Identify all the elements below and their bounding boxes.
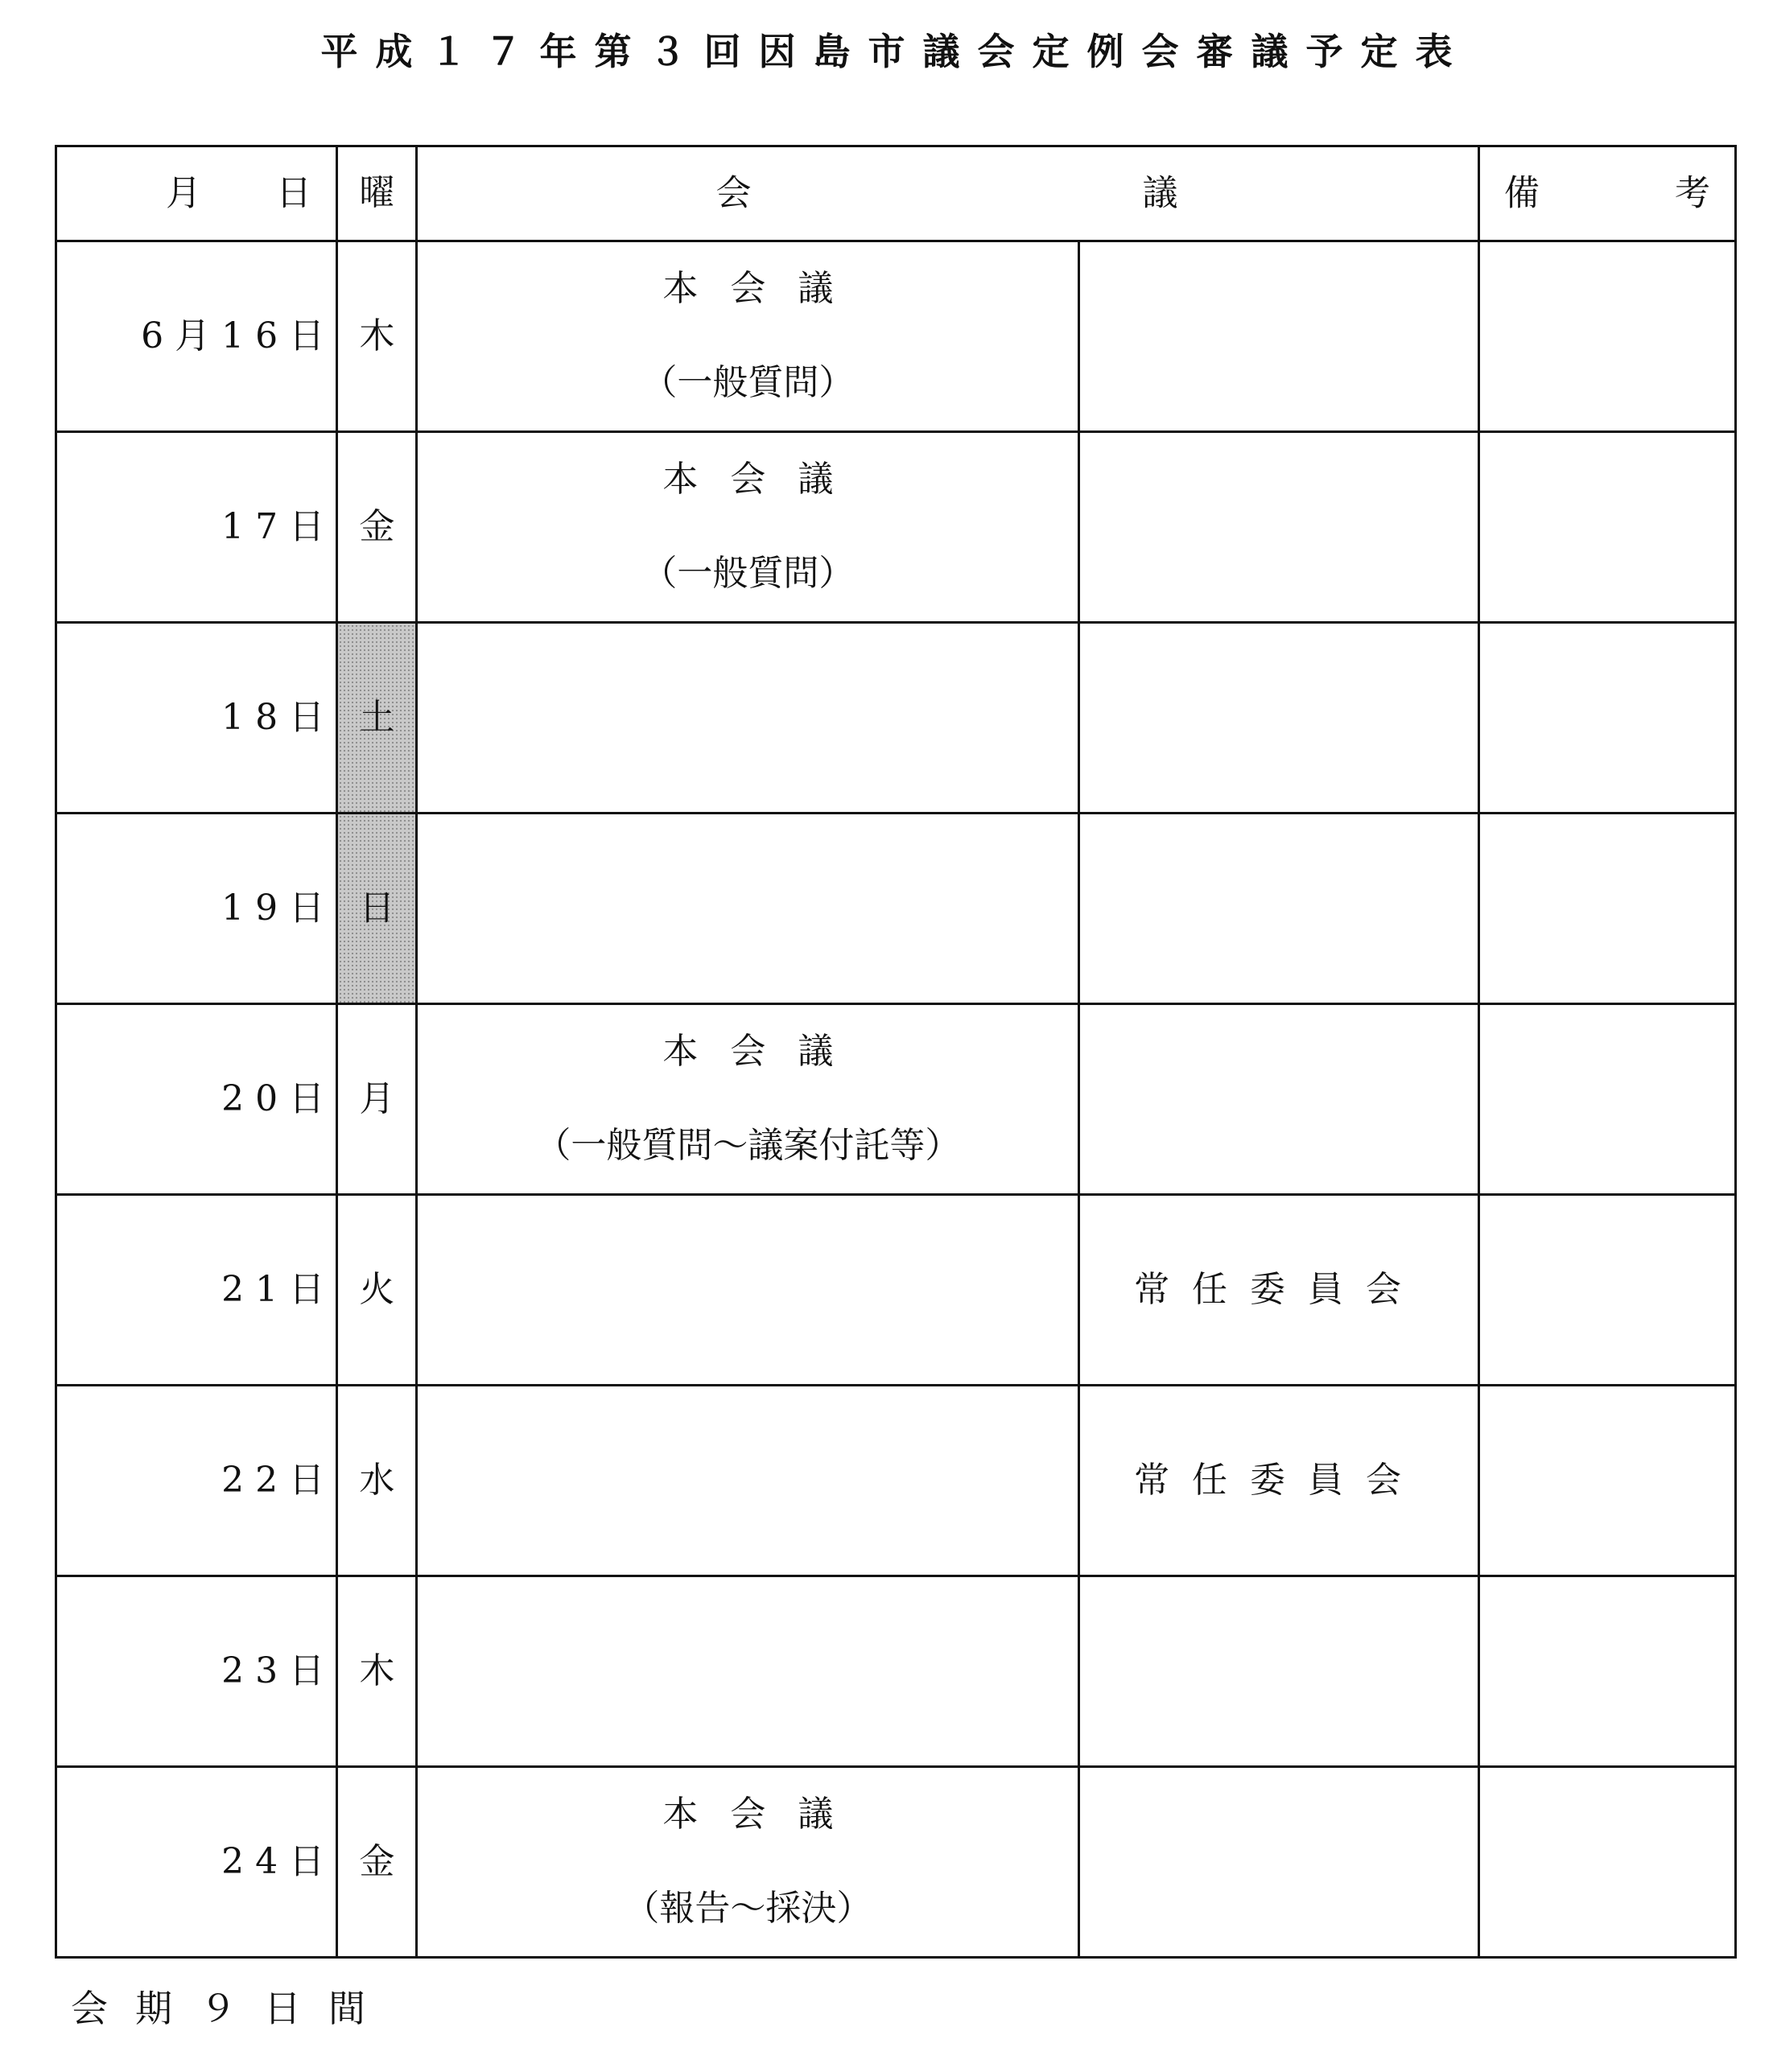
header-month-label: 月 <box>166 172 201 214</box>
header-remarks-left-label: 備 <box>1503 172 1540 214</box>
document-title: 平成１７年第３回因島市議会定例会審議予定表 <box>320 30 1470 73</box>
committee-cell <box>1079 1767 1479 1958</box>
weekday-cell: 金 <box>337 1767 417 1958</box>
table-row <box>56 1004 1736 1195</box>
table-row <box>56 814 1736 1004</box>
table-row <box>56 1195 1736 1386</box>
date-cell: 22日 <box>56 1386 337 1576</box>
committee-cell <box>1079 814 1479 1004</box>
date-cell: 6月16日 <box>56 241 337 432</box>
remarks-cell <box>1478 432 1735 623</box>
remarks-cell <box>1478 1576 1735 1767</box>
table-row <box>56 241 1736 432</box>
date-cell: 19日 <box>56 814 337 1004</box>
plenary-session-label: 本会議 <box>662 459 866 500</box>
plenary-cell <box>417 623 1079 814</box>
date-cell: 21日 <box>56 1195 337 1386</box>
plenary-cell <box>417 1767 1079 1958</box>
date-cell: 24日 <box>56 1767 337 1958</box>
plenary-agenda-label: （一般質問～議案付託等） <box>535 1125 961 1166</box>
session-length-note: 会期９日間 <box>71 1987 393 2030</box>
weekday-cell: 木 <box>337 1576 417 1767</box>
plenary-cell <box>417 432 1079 623</box>
committee-cell: 常任委員会 <box>1079 1386 1479 1576</box>
remarks-cell <box>1478 241 1735 432</box>
table-row <box>56 1767 1736 1958</box>
remarks-cell <box>1478 623 1735 814</box>
table-header-row <box>56 146 1736 241</box>
header-remarks <box>1478 146 1735 241</box>
date-cell: 23日 <box>56 1576 337 1767</box>
weekday-cell: 水 <box>337 1386 417 1576</box>
plenary-agenda-label: （一般質問） <box>641 553 855 594</box>
committee-cell <box>1079 241 1479 432</box>
remarks-cell <box>1478 1195 1735 1386</box>
table-row <box>56 1576 1736 1767</box>
header-meeting <box>417 146 1478 241</box>
remarks-cell <box>1478 1767 1735 1958</box>
plenary-cell <box>417 1195 1079 1386</box>
date-cell: 18日 <box>56 623 337 814</box>
plenary-agenda-label: （一般質問） <box>641 362 855 403</box>
plenary-session-label: 本会議 <box>662 268 866 310</box>
committee-cell <box>1079 1004 1479 1195</box>
table-row <box>56 432 1736 623</box>
committee-cell <box>1079 623 1479 814</box>
date-cell: 17日 <box>56 432 337 623</box>
plenary-cell <box>417 814 1079 1004</box>
remarks-cell <box>1478 1386 1735 1576</box>
remarks-cell <box>1478 1004 1735 1195</box>
remarks-cell <box>1478 814 1735 1004</box>
plenary-session-label: 本会議 <box>662 1031 866 1073</box>
weekday-cell: 日 <box>337 814 417 1004</box>
table-row <box>56 1386 1736 1576</box>
plenary-session-label: 本会議 <box>662 1794 866 1835</box>
weekday-cell: 金 <box>337 432 417 623</box>
plenary-cell <box>417 1386 1079 1576</box>
plenary-agenda-label: （報告～採決） <box>624 1888 872 1929</box>
header-meeting-left-label: 会 <box>715 172 752 214</box>
weekday-cell: 木 <box>337 241 417 432</box>
plenary-cell <box>417 1004 1079 1195</box>
plenary-cell <box>417 1576 1079 1767</box>
header-weekday: 曜 <box>337 146 417 241</box>
weekday-cell: 土 <box>337 623 417 814</box>
committee-cell <box>1079 432 1479 623</box>
weekday-cell: 火 <box>337 1195 417 1386</box>
header-meeting-right-label: 議 <box>1142 172 1178 214</box>
date-cell: 20日 <box>56 1004 337 1195</box>
committee-cell <box>1079 1576 1479 1767</box>
header-date <box>56 146 337 241</box>
schedule-table <box>55 145 1737 1959</box>
header-remarks-right-label: 考 <box>1675 172 1710 214</box>
committee-cell: 常任委員会 <box>1079 1195 1479 1386</box>
plenary-cell <box>417 241 1079 432</box>
table-row <box>56 623 1736 814</box>
header-day-label: 日 <box>276 172 312 214</box>
weekday-cell: 月 <box>337 1004 417 1195</box>
